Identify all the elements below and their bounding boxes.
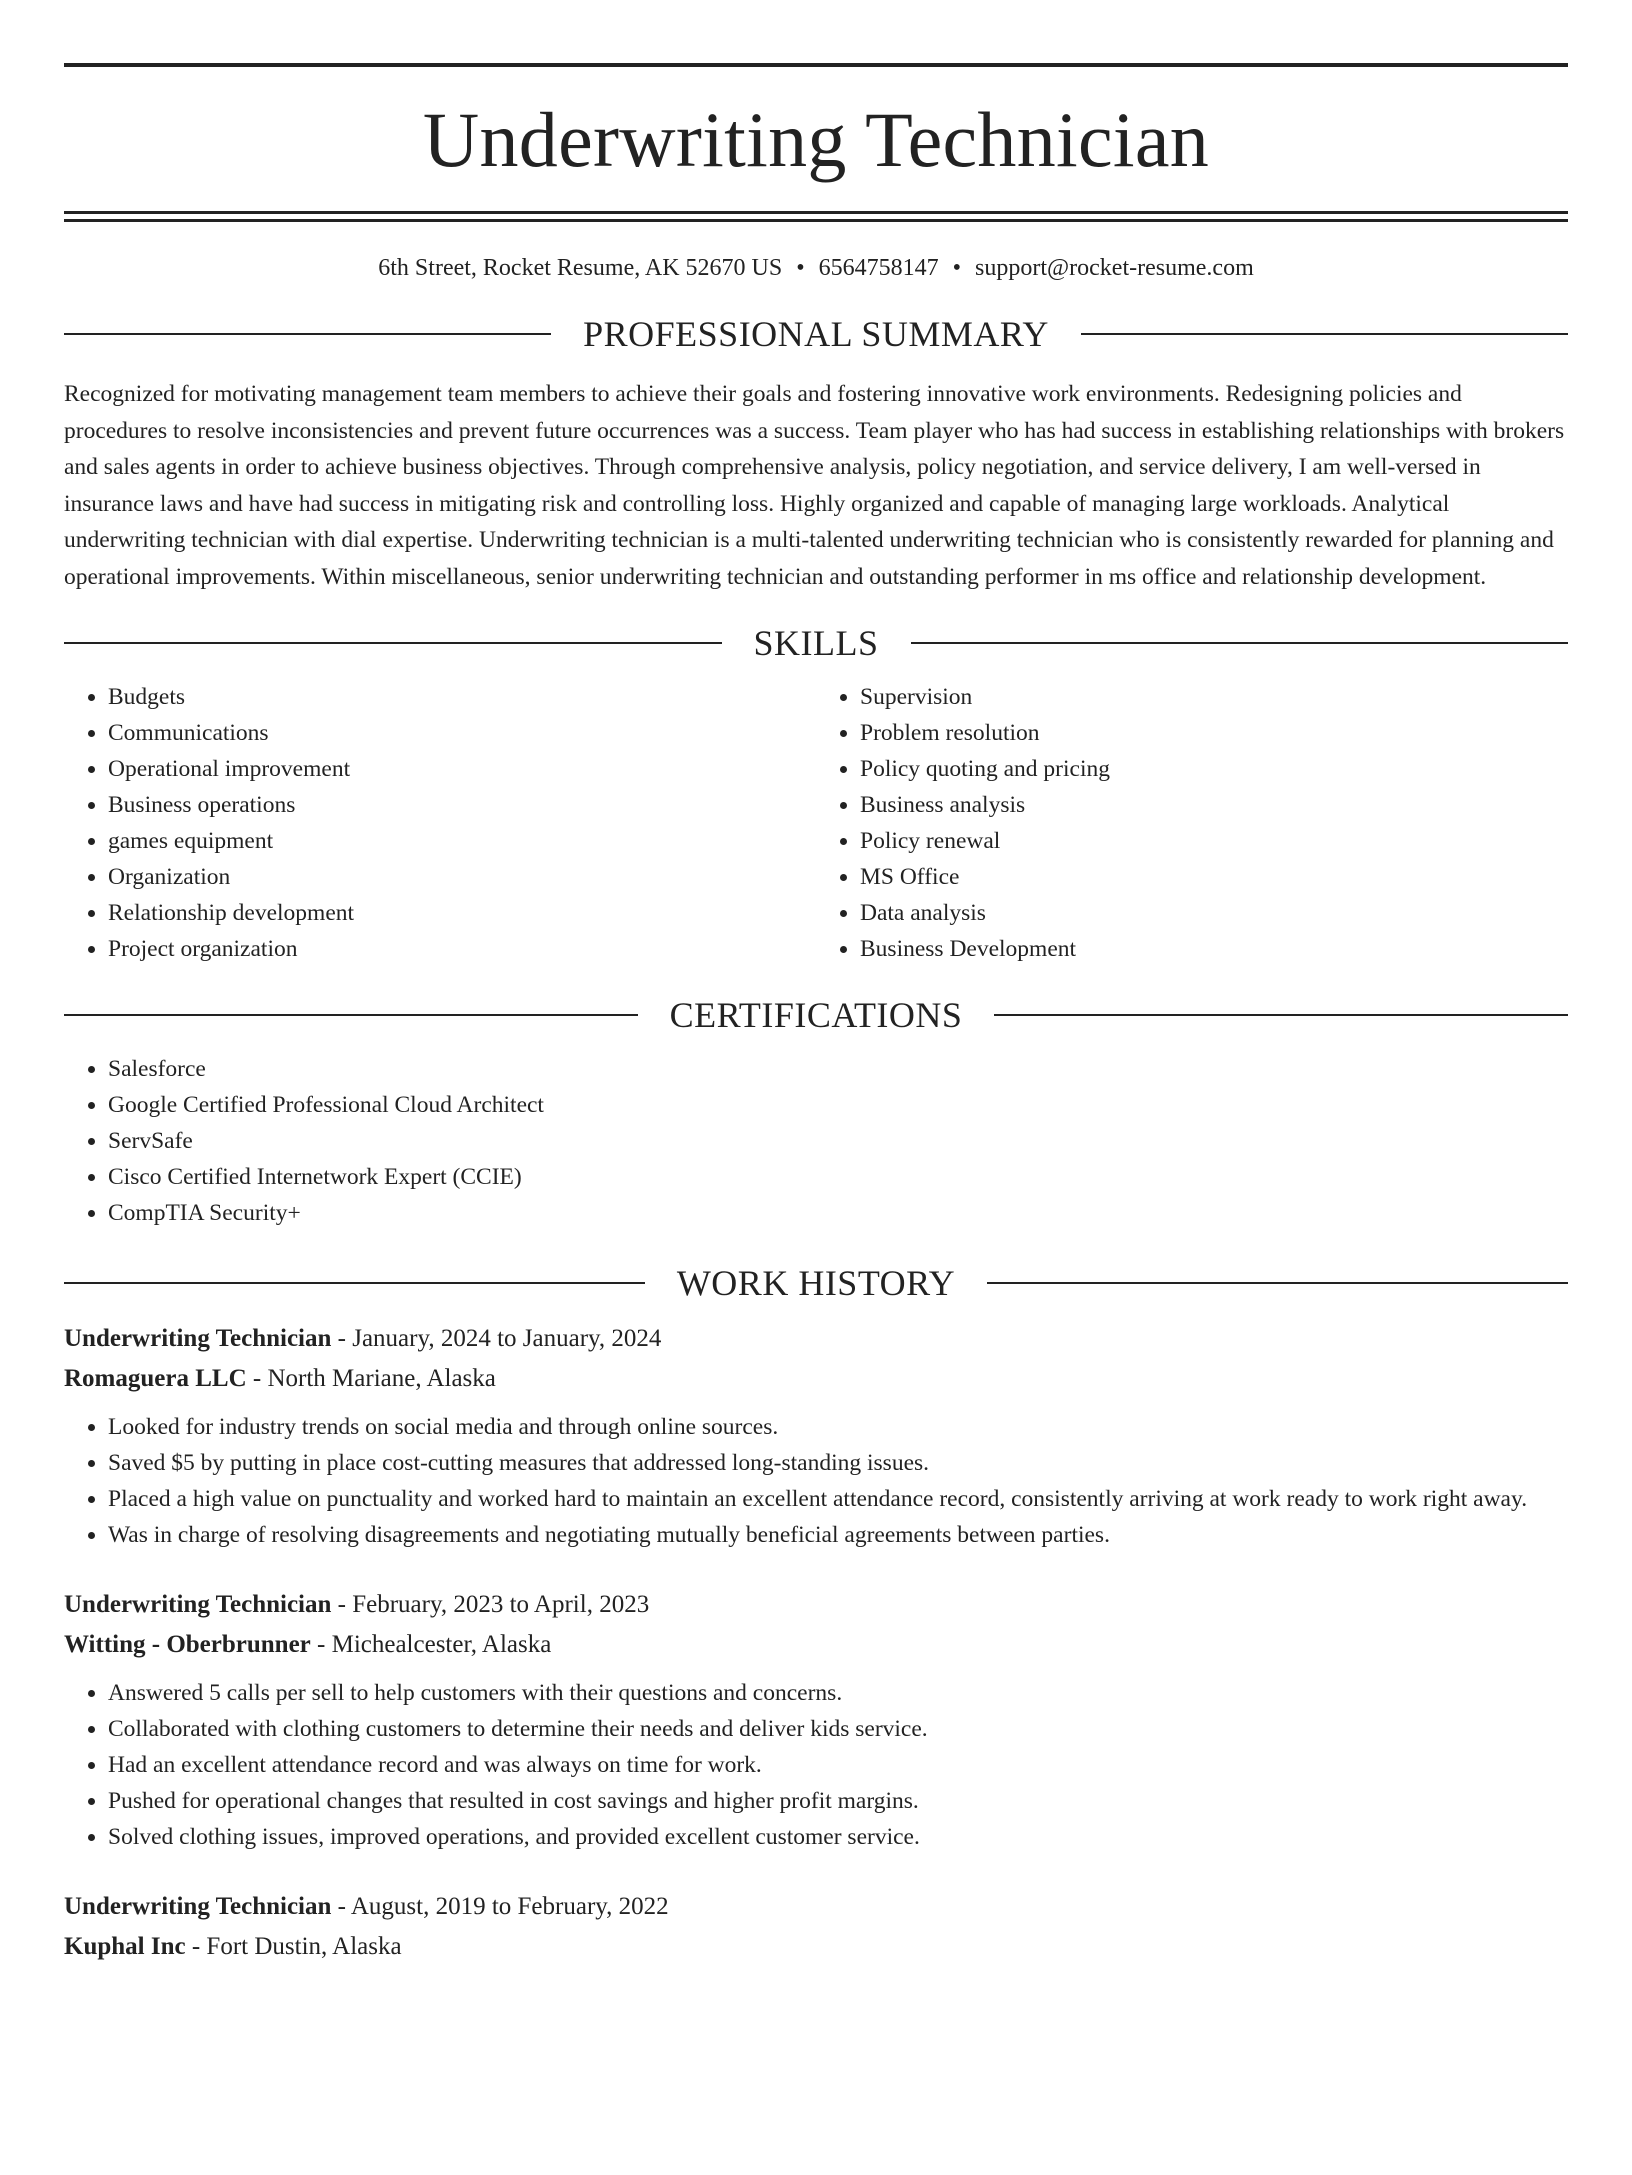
job-entry [64,1585,1568,1855]
job-title-line [64,1585,1568,1625]
contact-separator: • [796,255,805,281]
job-role: Underwriting Technician [64,1591,332,1618]
skill-item: • Business analysis [860,787,1568,823]
skill-item: • Budgets [108,679,816,715]
job-company-line [64,1927,1568,1967]
job-bullet: • Placed a high value on punctuality and worked hard to maintain an excellent attendance record, consistently arriving at work ready to work right away. [108,1481,1568,1517]
certifications-heading [64,997,1568,1033]
heading-rule-left [64,333,551,335]
summary-heading [64,316,1568,352]
heading-rule-left [64,642,722,644]
certifications-list [64,1051,1568,1231]
certification-item: • ServSafe [108,1123,1568,1159]
job-bullet: • Solved clothing issues, improved operations, and provided excellent customer service. [108,1819,1568,1855]
job-bullet: • Collaborated with clothing customers to determine their needs and deliver kids service. [108,1711,1568,1747]
skills-column-left [64,679,816,967]
skill-item: • Project organization [108,931,816,967]
certification-item: • Salesforce [108,1051,1568,1087]
heading-rule-right [994,1014,1568,1016]
contact-phone: 6564758147 [818,255,939,281]
job-title-line [64,1887,1568,1927]
skill-item: • Policy renewal [860,823,1568,859]
job-entry [64,1887,1568,1967]
skill-item: • Data analysis [860,895,1568,931]
contact-address: 6th Street, Rocket Resume, AK 52670 US [378,255,783,281]
skills-column-right [816,679,1568,967]
skill-item: • Organization [108,859,816,895]
heading-rule-right [911,642,1569,644]
contact-line [64,256,1568,280]
skill-item: • Operational improvement [108,751,816,787]
summary-title: PROFESSIONAL SUMMARY [583,314,1049,354]
job-company: Witting - Oberbrunner [64,1631,311,1658]
skill-item: • Communications [108,715,816,751]
heading-rule-left [64,1014,638,1016]
certifications-block [64,1051,1568,1231]
skill-item: • Relationship development [108,895,816,931]
job-company-line [64,1359,1568,1399]
job-bullet: • Answered 5 calls per sell to help customers with their questions and concerns. [108,1675,1568,1711]
job-title-line [64,1319,1568,1359]
job-bullets [64,1409,1568,1553]
job-location: - Michealcester, Alaska [310,1631,552,1658]
job-role: Underwriting Technician [64,1325,332,1352]
job-bullet: • Had an excellent attendance record and was always on time for work. [108,1747,1568,1783]
skill-item: • Business operations [108,787,816,823]
job-bullet: • Pushed for operational changes that resulted in cost savings and higher profit margins. [108,1783,1568,1819]
heading-rule-right [1081,333,1568,335]
work-history-heading [64,1265,1568,1301]
job-dates: - January, 2024 to January, 2024 [331,1325,662,1352]
job-company: Kuphal Inc [64,1933,186,1960]
job-entry [64,1319,1568,1553]
job-bullet: • Saved $5 by putting in place cost-cutting measures that addressed long-standing issues. [108,1445,1568,1481]
skill-item: • Problem resolution [860,715,1568,751]
skills-heading [64,625,1568,661]
resume-page [0,63,1632,2175]
double-rule [64,211,1568,222]
skill-item: • Supervision [860,679,1568,715]
certification-item: • Google Certified Professional Cloud Architect [108,1087,1568,1123]
job-bullet: • Was in charge of resolving disagreements and negotiating mutually beneficial agreements between parties. [108,1517,1568,1553]
certification-item: • CompTIA Security+ [108,1195,1568,1231]
job-location: - Fort Dustin, Alaska [185,1933,402,1960]
job-bullets [64,1675,1568,1855]
heading-rule-right [987,1282,1568,1284]
skill-item: • games equipment [108,823,816,859]
work-history-title: WORK HISTORY [676,1263,956,1303]
skills-title: SKILLS [753,623,879,663]
job-company: Romaguera LLC [64,1365,247,1392]
summary-text: Recognized for motivating management team members to achieve their goals and fostering innovative work environments. Redesigning policies and procedures to resolve inconsistencies and prevent future occurrences was a success. Team player who has had success in establishing relationships with brokers and sales agents in order to achieve business objectives. Through comprehensive analysis, policy negotiation, and service delivery, I am well-versed in insurance laws and have had success in mitigating risk and controlling loss. Highly organized and capable of managing large workloads. Analytical underwriting technician with dial expertise. Underwriting technician is a multi-talented underwriting technician who is consistently rewarded for planning and operational improvements. Within miscellaneous, senior underwriting technician and outstanding performer in ms office and relationship development. [64,381,1565,590]
skill-item: • Policy quoting and pricing [860,751,1568,787]
work-history-list [64,1319,1568,1967]
certification-item: • Cisco Certified Internetwork Expert (CCIE) [108,1159,1568,1195]
heading-rule-left [64,1282,645,1284]
job-location: - North Mariane, Alaska [246,1365,496,1392]
skills-list-right [816,679,1568,967]
contact-separator: • [952,255,962,281]
contact-email: support@rocket-resume.com [975,255,1254,281]
skills-columns [64,679,1568,967]
skill-item: • MS Office [860,859,1568,895]
job-dates: - August, 2019 to February, 2022 [331,1893,669,1920]
job-bullet: • Looked for industry trends on social media and through online sources. [108,1409,1568,1445]
job-role: Underwriting Technician [64,1893,332,1920]
top-rule [64,63,1568,67]
resume-name: Underwriting Technician [422,96,1210,183]
skill-item: • Business Development [860,931,1568,967]
certifications-title: CERTIFICATIONS [669,995,963,1035]
job-dates: - February, 2023 to April, 2023 [331,1591,650,1618]
job-company-line [64,1625,1568,1665]
skills-list-left [64,679,816,967]
